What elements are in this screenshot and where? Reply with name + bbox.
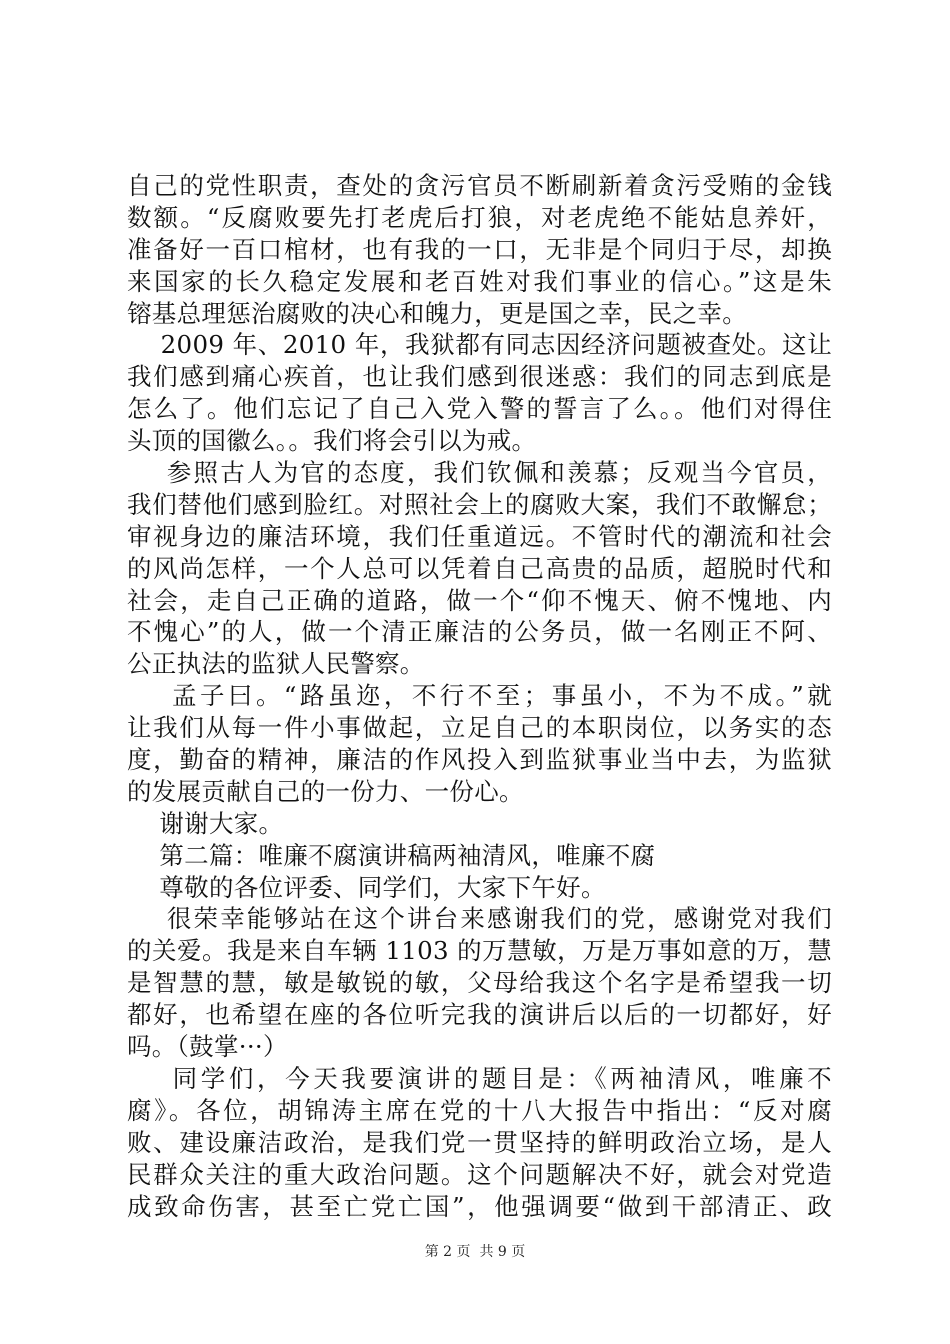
text-line: 腐》。各位，胡锦涛主席在党的十八大报告中指出：“反对腐 [127, 1095, 832, 1125]
text-line: 吗。（鼓掌···） [127, 1032, 288, 1062]
text-line: 审视身边的廉洁环境，我们任重道远。不管时代的潮流和社会 [127, 521, 832, 551]
text-line: 让我们从每一件小事做起，立足自己的本职岗位，以务实的态 [127, 713, 832, 743]
text-line: 自己的党性职责，查处的贪污官员不断刷新着贪污受贿的金钱 [127, 171, 832, 200]
text-line: 成致命伤害，甚至亡党亡国”，他强调要“做到干部清正、政 [127, 1191, 832, 1221]
text-line: 的风尚怎样，一个人总可以凭着自己高贵的品质，超脱时代和 [127, 553, 832, 583]
text-line: 不愧心”的人，做一个清正廉洁的公务员，做一名刚正不阿、 [127, 617, 832, 647]
text-line: 准备好一百口棺材，也有我的一口，无非是个同归于尽，却换 [127, 234, 832, 264]
text-line: 怎么了。他们忘记了自己入党入警的誓言了么。。他们对得住 [127, 394, 832, 424]
text-line: 的发展贡献自己的一份力、一份心。 [127, 776, 524, 806]
text-line: 民群众关注的重大政治问题。这个问题解决不好，就会对党造 [127, 1159, 832, 1189]
section-heading: 第二篇：唯廉不腐演讲稿两袖清风，唯廉不腐 [127, 840, 656, 870]
text-line: 2009 年、2010 年，我狱都有同志因经济问题被查处。这让 [127, 330, 832, 360]
text-line: 孟子曰。“路虽迩，不行不至；事虽小，不为不成。”就 [127, 681, 832, 711]
text-line: 头顶的国徽么。。我们将会引以为戒。 [127, 426, 537, 456]
text-line: 我们替他们感到脸红。对照社会上的腐败大案，我们不敢懈怠； [127, 489, 832, 519]
text-line: 尊敬的各位评委、同学们，大家下午好。 [127, 872, 606, 902]
text-line: 的关爱。我是来自车辆 1103 的万慧敏，万是万事如意的万，慧 [127, 936, 832, 966]
document-body [127, 170, 832, 1222]
text-line: 度，勤奋的精神，廉洁的作风投入到监狱事业当中去，为监狱 [127, 745, 832, 775]
text-line: 参照古人为官的态度，我们钦佩和羡慕；反观当今官员， [127, 458, 832, 488]
text-line: 社会，走自己正确的道路，做一个“仰不愧天、俯不愧地、内 [127, 585, 832, 615]
text-line: 是智慧的慧，敏是敏锐的敏，父母给我这个名字是希望我一切 [127, 968, 832, 998]
text-line: 谢谢大家。 [127, 808, 284, 838]
text-line: 都好，也希望在座的各位听完我的演讲后以后的一切都好，好 [127, 1000, 832, 1030]
text-line: 很荣幸能够站在这个讲台来感谢我们的党，感谢党对我们 [127, 904, 832, 934]
text-line: 我们感到痛心疾首，也让我们感到很迷惑：我们的同志到底是 [127, 362, 832, 392]
text-line: 数额。“反腐败要先打老虎后打狼，对老虎绝不能姑息养奸， [127, 202, 832, 232]
page-number-footer: 第 2 页 共 9 页 [424, 1244, 526, 1260]
text-line: 来国家的长久稳定发展和老百姓对我们事业的信心。”这是朱 [127, 266, 832, 296]
text-line: 公正执法的监狱人民警察。 [127, 649, 425, 679]
text-line: 镕基总理惩治腐败的决心和魄力，更是国之幸，民之幸。 [127, 298, 747, 328]
text-line: 败、建设廉洁政治，是我们党一贯坚持的鲜明政治立场，是人 [127, 1127, 832, 1157]
text-line: 同学们，今天我要演讲的题目是：《两袖清风，唯廉不 [127, 1063, 832, 1093]
